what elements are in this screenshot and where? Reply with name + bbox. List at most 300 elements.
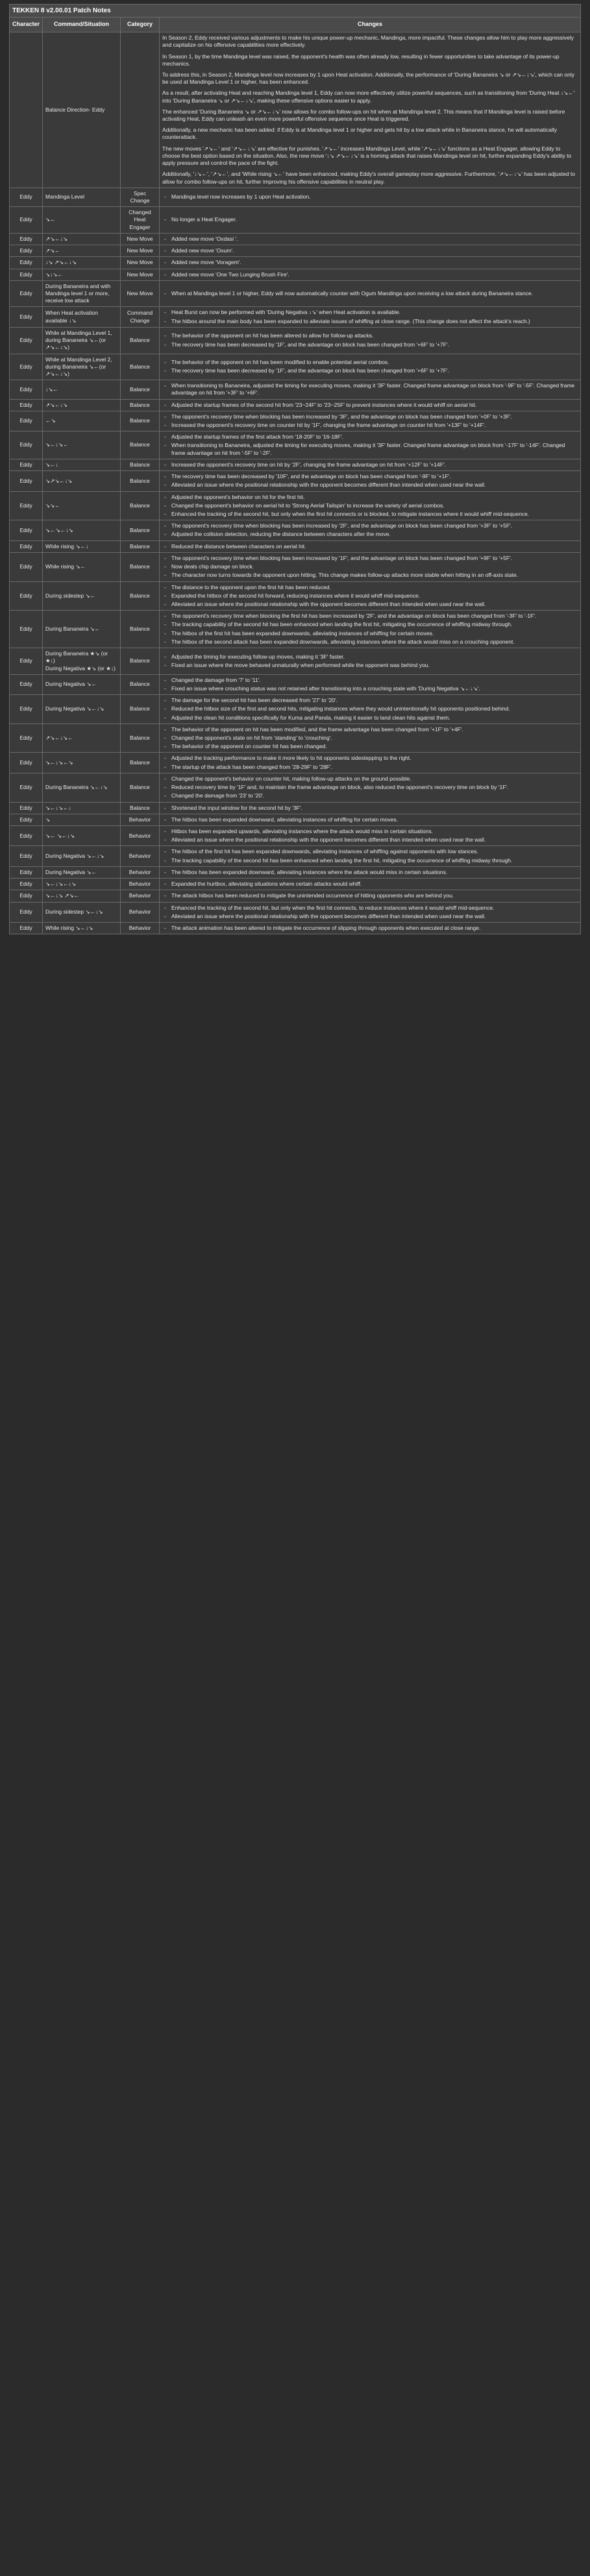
- cell-category: Spec Change: [121, 188, 160, 206]
- cell-changes: [160, 307, 581, 327]
- change-item: - Increased the opponent's recovery time on hit by '2F', changing the frame advantage on hit from '+12F' to '+14F'.: [170, 461, 578, 468]
- cell-category: Balance: [121, 411, 160, 431]
- cell-command: [43, 245, 121, 257]
- table-row: [10, 327, 581, 354]
- command-line: During Bananeira ↘←↓↘: [45, 784, 108, 791]
- cell-category: Changed Heat Engager: [121, 207, 160, 234]
- cell-changes: [160, 879, 581, 890]
- cell-changes: [160, 411, 581, 431]
- change-list: [162, 271, 578, 278]
- cell-command: [43, 327, 121, 354]
- cell-category: Balance: [121, 399, 160, 411]
- cell-character: Eddy: [10, 307, 43, 327]
- cell-category: Balance: [121, 723, 160, 753]
- cell-command: [43, 541, 121, 552]
- change-item: - Alleviated an issue where the positional relationship with the opponent becomes different than intended when used near the wall.: [170, 836, 578, 844]
- cell-changes: [160, 327, 581, 354]
- change-item: - Added new move 'Oxdasi '.: [170, 236, 578, 243]
- command-line: During sidestep ↘←↓↘: [45, 908, 103, 916]
- change-list: [162, 473, 578, 489]
- cell-character: Eddy: [10, 648, 43, 675]
- command-line: ↗↘←↓↘: [45, 401, 68, 408]
- change-list: [162, 522, 578, 538]
- change-item: - Added new move 'Oxum'.: [170, 247, 578, 254]
- change-list: [162, 433, 578, 457]
- change-paragraph: Additionally, '↓↘←', '↗↘←', and 'While rising ↘←' have been enhanced, making Eddy's overall gameplay more aggressive. Furthermore, '↗↘←↓↘' has been adjusted to allow for combo follow-ups on hit, further improving his offensive capabilities in neutral play.: [162, 171, 576, 185]
- cell-command: [43, 826, 121, 846]
- cell-character: Eddy: [10, 257, 43, 269]
- cell-command: [43, 471, 121, 491]
- table-row: [10, 233, 581, 245]
- cell-command: [43, 552, 121, 581]
- change-list: [162, 613, 578, 646]
- cell-command: [43, 723, 121, 753]
- cell-category: Balance: [121, 674, 160, 694]
- cell-character: Eddy: [10, 354, 43, 380]
- change-list: [162, 359, 578, 374]
- cell-changes: [160, 354, 581, 380]
- table-row: [10, 269, 581, 280]
- change-item: - The attack animation has been altered to mitigate the occurrence of slipping through opponents when executed at close range.: [170, 925, 578, 932]
- cell-category: Balance: [121, 491, 160, 520]
- command-line: ↗↘←↓↘←: [45, 735, 73, 742]
- change-item: - Hitbox has been expanded upwards, alleviating instances where the attack would miss in certain situations.: [170, 828, 578, 835]
- cell-character: Eddy: [10, 245, 43, 257]
- cell-changes: [160, 902, 581, 922]
- change-list: [162, 247, 578, 254]
- cell-command: [43, 280, 121, 307]
- change-item: - Expanded the hitbox of the second hit forward, reducing instances where it would whiff mid-sequence.: [170, 592, 578, 600]
- cell-character: Eddy: [10, 520, 43, 541]
- change-list: [162, 543, 578, 550]
- table-row: [10, 922, 581, 934]
- command-line: ↘↓↘←: [45, 271, 64, 278]
- cell-category: [121, 32, 160, 188]
- change-item: - The damage for the second hit has been decreased from '27' to '20'.: [170, 697, 578, 704]
- change-item: - Enhanced the tracking of the second hit, but only when the first hit connects or is blocked, to mitigate instances where it would whiff mid-sequence.: [170, 511, 578, 518]
- cell-changes: [160, 773, 581, 802]
- cell-changes: [160, 922, 581, 934]
- cell-changes: [160, 431, 581, 459]
- table-row: [10, 890, 581, 902]
- command-line: ↘←↓↘←↘: [45, 759, 73, 766]
- change-item: - Fixed an issue where the move behaved unnaturally when performed while the opponent was behind you.: [170, 662, 578, 669]
- table-row: [10, 431, 581, 459]
- cell-changes: [160, 552, 581, 581]
- change-item: - Fixed an issue where crouching status was not retained after transitioning into a crouching state with 'During Negativa ↘←↓↘'.: [170, 685, 578, 692]
- command-line: ↘←↓↘ ↗↘←: [45, 892, 80, 899]
- change-item: - The tracking capability of the second hit has been enhanced when landing the first hit, mitigating the occurrence of whiffing midway through.: [170, 857, 578, 864]
- cell-changes: [160, 245, 581, 257]
- change-item: - The behavior of the opponent on counter hit has been changed.: [170, 743, 578, 750]
- cell-changes: [160, 459, 581, 470]
- table-row: [10, 826, 581, 846]
- cell-command: [43, 380, 121, 399]
- change-list: [162, 402, 578, 409]
- change-paragraph: As a result, after activating Heat and reaching Mandinga level 1, Eddy can now more effectively utilize powerful sequences, such as transitioning from 'During Heat ↓↘←' into 'During Bananeira ↘ or ↗↘←↓↘', making these offensive options easier to apply.: [162, 90, 575, 104]
- change-item: - The hitbox of the first hit has been expanded downwards, alleviating instances of whiffing against opponents with low stances.: [170, 848, 578, 855]
- cell-category: Behavior: [121, 879, 160, 890]
- column-header-category: Category: [121, 18, 160, 32]
- cell-changes: [160, 399, 581, 411]
- change-list: [162, 816, 578, 823]
- cell-changes: [160, 280, 581, 307]
- command-line: ↘←↓↘←↓: [45, 804, 71, 811]
- cell-category: Balance: [121, 581, 160, 611]
- cell-character: Eddy: [10, 846, 43, 866]
- table-row: [10, 879, 581, 890]
- cell-command: [43, 814, 121, 825]
- cell-changes: [160, 802, 581, 814]
- command-line: During Negativa ↘←: [45, 681, 97, 688]
- table-row: [10, 648, 581, 675]
- change-list: [162, 259, 578, 266]
- change-list: [162, 677, 578, 692]
- cell-character: Eddy: [10, 431, 43, 459]
- cell-character: Eddy: [10, 327, 43, 354]
- cell-category: Balance: [121, 541, 160, 552]
- cell-character: Eddy: [10, 890, 43, 902]
- change-list: [162, 236, 578, 243]
- cell-character: Eddy: [10, 723, 43, 753]
- command-line: While rising ↘←↓: [45, 542, 89, 550]
- cell-command: [43, 399, 121, 411]
- document-title-row: [10, 5, 581, 18]
- column-header-command: Command/Situation: [43, 18, 121, 32]
- table-row: [10, 354, 581, 380]
- cell-changes: [160, 491, 581, 520]
- change-item: - The hitbox has been expanded downward, alleviating instances where the attack would miss in certain situations.: [170, 869, 578, 876]
- cell-command: [43, 354, 121, 380]
- command-line: Mandinga Level: [45, 193, 85, 200]
- change-item: - The hitbox of the first hit has been expanded downwards, alleviating instances of whiffing for certain moves.: [170, 630, 578, 637]
- cell-category: Behavior: [121, 922, 160, 934]
- table-row: [10, 411, 581, 431]
- change-item: - When at Mandinga level 1 or higher, Eddy will now automatically counter with Ogum Mandinga upon receiving a low attack during Bananeira stance.: [170, 290, 578, 297]
- cell-category: New Move: [121, 233, 160, 245]
- cell-command: [43, 695, 121, 724]
- cell-character: Eddy: [10, 814, 43, 825]
- command-line: During Negativa ↘←↓↘: [45, 705, 104, 712]
- change-item: - The behavior of the opponent on hit has been modified, and the frame advantage has been changed from '+1F' to '+4F'.: [170, 726, 578, 733]
- cell-command: [43, 307, 121, 327]
- change-list: [162, 892, 578, 899]
- cell-changes: [160, 207, 581, 234]
- cell-category: Balance: [121, 327, 160, 354]
- cell-command: [43, 188, 121, 206]
- cell-character: Eddy: [10, 411, 43, 431]
- change-item: - Alleviated an issue where the positional relationship with the opponent becomes different than intended when used near the wall.: [170, 481, 578, 489]
- change-item: - Reduced the hitbox size of the first and second hits, mitigating instances where they would unintentionally hit opponents positioned behind.: [170, 705, 578, 712]
- change-item: - Adjusted the tracking performance to make it more likely to hit opponents sidestepping to the right.: [170, 755, 578, 762]
- cell-character: Eddy: [10, 233, 43, 245]
- cell-character: Eddy: [10, 380, 43, 399]
- table-row: [10, 552, 581, 581]
- change-list: [162, 697, 578, 722]
- cell-command: [43, 753, 121, 773]
- change-list: [162, 584, 578, 609]
- table-row: [10, 674, 581, 694]
- cell-command: [43, 674, 121, 694]
- change-item: - Adjusted the opponent's behavior on hit for the first hit.: [170, 494, 578, 501]
- cell-category: Behavior: [121, 866, 160, 878]
- change-item: - When transitioning to Bananeira, adjusted the timing for executing moves, making it '3F' faster. Changed frame advantage on block from '-17F' to '-14F'. Changed frame advantage on hit from '-5F' to '-2F'.: [170, 442, 578, 456]
- cell-command: [43, 866, 121, 878]
- change-item: - The hitbox of the second attack has been expanded downwards, alleviating instances where the attack would miss on a crouching opponent.: [170, 638, 578, 646]
- change-paragraph: Additionally, a new mechanic has been added: if Eddy is at Mandinga level 1 or higher and gets hit by a low attack while in Bananeira stance, he will automatically counterattack.: [162, 127, 557, 141]
- cell-character: Eddy: [10, 491, 43, 520]
- change-paragraph: To address this, in Season 2, Mandinga level now increases by 1 upon Heat activation. Additionally, the performance of 'During Bananeira ↘ or ↗↘←↓↘', which can only be used at Mandinga Level 1 or higher, has been enhanced.: [162, 71, 574, 86]
- cell-changes: [160, 826, 581, 846]
- change-item: - The tracking capability of the second hit has been enhanced when landing the first hit, mitigating the occurrence of whiffing midway through.: [170, 621, 578, 628]
- change-paragraph: In Season 2, Eddy received various adjustments to make his unique power-up mechanic, Mandinga, more impactful. These changes allow him to play more aggressively and capitalize on his offensive capabilities more effectively.: [162, 34, 574, 49]
- cell-character: Eddy: [10, 459, 43, 470]
- cell-character: Eddy: [10, 773, 43, 802]
- cell-changes: [160, 188, 581, 206]
- table-row: [10, 207, 581, 234]
- command-line: ↓↘←: [45, 385, 58, 393]
- cell-character: Eddy: [10, 471, 43, 491]
- cell-category: Balance: [121, 354, 160, 380]
- change-item: - Increased the opponent's recovery time on counter hit by '1F', changing the frame advantage on counter hit from '+13F' to '+14F'.: [170, 422, 578, 429]
- cell-changes: [160, 233, 581, 245]
- table-row: [10, 459, 581, 470]
- cell-changes: [160, 581, 581, 611]
- change-item: - The behavior of the opponent on hit has been altered to allow for follow-up attacks.: [170, 332, 578, 339]
- change-item: - Shortened the input window for the second hit by '3F'.: [170, 805, 578, 812]
- command-line: ↘↘←: [45, 502, 60, 509]
- change-paragraph: The enhanced 'During Bananeira ↘ or ↗↘←↓↘' now allows for combo follow-ups on hit when at Mandinga level 2. This means that if Mandinga level is raised before activating Heat, Eddy can unleash an even more powerful offensive sequence once Heat is triggered.: [162, 108, 565, 123]
- table-row: [10, 814, 581, 825]
- change-item: - Changed the damage from '23' to '20'.: [170, 792, 578, 799]
- change-list: [162, 848, 578, 864]
- cell-character: Eddy: [10, 207, 43, 234]
- cell-command: [43, 890, 121, 902]
- change-item: - The hitbox has been expanded downward, alleviating instances of whiffing for certain moves.: [170, 816, 578, 823]
- cell-category: Balance: [121, 611, 160, 648]
- cell-command: [43, 611, 121, 648]
- table-row: [10, 380, 581, 399]
- change-item: - Heat Burst can now be performed with 'During Negativa ↓↘' when Heat activation is available.: [170, 309, 578, 316]
- change-list: [162, 775, 578, 800]
- change-list: [162, 216, 578, 223]
- change-list: [162, 905, 578, 920]
- command-line: ↘↗↘←↓↘: [45, 477, 73, 484]
- column-header-character: Character: [10, 18, 43, 32]
- change-list: [162, 494, 578, 518]
- change-item: - Adjusted the collision detection, reducing the distance between characters after the move.: [170, 531, 578, 538]
- change-item: - The distance to the opponent upon the first hit has been reduced.: [170, 584, 578, 591]
- change-item: - No longer a Heat Engager.: [170, 216, 578, 223]
- command-line: During Bananeira ★↘ (or ★↓): [45, 650, 108, 664]
- command-line: While rising ↘←: [45, 563, 86, 570]
- cell-changes: [160, 846, 581, 866]
- cell-character: Eddy: [10, 269, 43, 280]
- table-row: [10, 773, 581, 802]
- command-line: During sidestep ↘←: [45, 592, 96, 599]
- table-row: [10, 611, 581, 648]
- command-line: ↘←↓↘←: [45, 441, 69, 448]
- command-line: During Bananeira and with Mandinga level 1 or more, receive low attack: [45, 282, 111, 304]
- cell-character: Eddy: [10, 399, 43, 411]
- patch-notes-page: [0, 4, 590, 934]
- change-item: - Mandinga level now increases by 1 upon Heat activation.: [170, 193, 578, 200]
- change-item: - The recovery time has been decreased by '1F', and the advantage on block has been changed from '+6F' to '+7F'.: [170, 367, 578, 374]
- command-line: ↘←↓: [45, 461, 58, 468]
- cell-character: Eddy: [10, 611, 43, 648]
- change-list: [162, 290, 578, 297]
- cell-command: [43, 207, 121, 234]
- cell-category: New Move: [121, 245, 160, 257]
- change-list: [162, 413, 578, 429]
- cell-changes: [160, 674, 581, 694]
- change-list: [162, 555, 578, 579]
- change-list: [162, 925, 578, 932]
- change-item: - Reduced recovery time by '1F' and, to maintain the frame advantage on block, also reduced the opponent's recovery time on block by '1F'.: [170, 784, 578, 791]
- change-list: [162, 881, 578, 888]
- cell-command: [43, 32, 121, 188]
- command-line: During Bananeira ↘←: [45, 626, 101, 633]
- cell-character: Eddy: [10, 879, 43, 890]
- change-item: - The behavior of the opponent on hit has been modified to enable potential aerial combos.: [170, 359, 578, 366]
- cell-character: Eddy: [10, 552, 43, 581]
- change-item: - Adjusted the timing for executing follow-up moves, making it '3F' faster.: [170, 653, 578, 661]
- cell-command: [43, 233, 121, 245]
- change-item: - Now deals chip damage on block.: [170, 563, 578, 570]
- column-header-row: [10, 18, 581, 32]
- cell-character: Eddy: [10, 866, 43, 878]
- change-list: [162, 461, 578, 468]
- cell-category: Command Change: [121, 307, 160, 327]
- cell-character: Eddy: [10, 695, 43, 724]
- cell-category: Balance: [121, 648, 160, 675]
- change-item: - Reduced the distance between characters on aerial hit.: [170, 543, 578, 550]
- cell-command: [43, 773, 121, 802]
- table-row: [10, 471, 581, 491]
- cell-changes: [160, 541, 581, 552]
- change-item: - The character now turns towards the opponent upon hitting. This change makes follow-up attacks more stable when hitting in an off-axis state.: [170, 572, 578, 579]
- cell-category: Balance: [121, 753, 160, 773]
- table-row: [10, 695, 581, 724]
- table-row: [10, 245, 581, 257]
- change-item: - Adjusted the startup frames of the second hit from '23~24F' to '23~25F' to prevent instances where it would whiff on aerial hit.: [170, 402, 578, 409]
- cell-category: Balance: [121, 695, 160, 724]
- change-item: - Added new move 'One Two Lunging Brush Fire'.: [170, 271, 578, 278]
- change-item: - The hitbox around the main body has been expanded to alleviate issues of whiffing at close range. (This change does not affect the attack's reach.): [170, 318, 578, 325]
- cell-command: [43, 411, 121, 431]
- cell-command: [43, 846, 121, 866]
- cell-category: Behavior: [121, 814, 160, 825]
- table-row: [10, 802, 581, 814]
- change-item: - Changed the opponent's behavior on aerial hit to 'Strong Aerial Tailspin' to increase the variety of aerial combos.: [170, 502, 578, 509]
- command-line: Balance Direction- Eddy: [45, 106, 105, 113]
- cell-character: Eddy: [10, 826, 43, 846]
- cell-character: Eddy: [10, 674, 43, 694]
- table-row: [10, 753, 581, 773]
- cell-command: [43, 802, 121, 814]
- cell-changes: [160, 611, 581, 648]
- table-row: [10, 541, 581, 552]
- cell-changes: [160, 814, 581, 825]
- command-line: When Heat activation available ↓↘: [45, 310, 98, 324]
- table-row: [10, 866, 581, 878]
- cell-character: [10, 32, 43, 188]
- table-head: [10, 5, 581, 32]
- cell-command: [43, 879, 121, 890]
- cell-category: Behavior: [121, 890, 160, 902]
- command-line: ↓↘ ↗↘←↓↘: [45, 259, 77, 266]
- command-line: ←↘: [45, 417, 56, 424]
- table-row: [10, 257, 581, 269]
- command-line: While rising ↘←↓↘: [45, 924, 93, 931]
- cell-command: [43, 491, 121, 520]
- cell-category: Balance: [121, 431, 160, 459]
- cell-changes: [160, 648, 581, 675]
- page-title: TEKKEN 8 v2.00.01 Patch Notes: [10, 5, 581, 18]
- cell-category: Balance: [121, 773, 160, 802]
- cell-character: Eddy: [10, 280, 43, 307]
- command-line: While at Mandinga Level 2, during Bananeira ↘←(or ↗↘←↓↘): [45, 356, 112, 377]
- cell-changes: [160, 257, 581, 269]
- change-item: - The opponent's recovery time when blocking has been increased by '2F', and the advantage on block has been changed from '+3F' to '+5F'.: [170, 522, 578, 529]
- cell-character: Eddy: [10, 541, 43, 552]
- change-list: [162, 869, 578, 876]
- cell-changes: [160, 890, 581, 902]
- table-row: [10, 32, 581, 188]
- cell-command: [43, 902, 121, 922]
- change-item: - The recovery time has been decreased by '1F', and the advantage on block has been changed from '+6F' to '+7F'.: [170, 341, 578, 348]
- command-line: ↘: [45, 816, 51, 823]
- change-list: [162, 755, 578, 770]
- change-list: [162, 805, 578, 812]
- cell-character: Eddy: [10, 753, 43, 773]
- change-list: [162, 726, 578, 751]
- change-list: [162, 382, 578, 396]
- cell-command: [43, 922, 121, 934]
- command-line: ↗↘←: [45, 247, 60, 254]
- command-line: During Negativa ↘←: [45, 868, 97, 875]
- cell-character: Eddy: [10, 802, 43, 814]
- cell-changes: [160, 471, 581, 491]
- command-line: During Negativa ↘←↓↘: [45, 853, 104, 860]
- command-line: ↘←: [45, 216, 56, 223]
- change-list: [162, 828, 578, 844]
- cell-changes: [160, 380, 581, 399]
- change-item: - Changed the opponent's behavior on counter hit, making follow-up attacks on the ground possible.: [170, 775, 578, 783]
- command-line: During Negativa ★↘ (or ★↓): [45, 664, 116, 672]
- cell-changes: [160, 695, 581, 724]
- change-item: - The startup of the attack has been changed from '28-29F' to '28F'.: [170, 764, 578, 771]
- cell-command: [43, 459, 121, 470]
- cell-changes: [160, 269, 581, 280]
- change-list: [162, 653, 578, 669]
- change-item: - Adjusted the clean hit conditions specifically for Kuma and Panda, making it easier to land clean hits against them.: [170, 714, 578, 722]
- change-item: - The opponent's recovery time when blocking has been increased by '3F', and the advantage on block has been changed from '+0F' to '+3F'.: [170, 413, 578, 420]
- patch-notes-table: [9, 4, 581, 934]
- cell-category: Behavior: [121, 826, 160, 846]
- cell-command: [43, 581, 121, 611]
- cell-category: Behavior: [121, 846, 160, 866]
- table-row: [10, 846, 581, 866]
- change-item: - Changed the damage from '7' to '11'.: [170, 677, 578, 684]
- change-item: - The opponent's recovery time when blocking has been increased by '1F', and the advantage on block has been changed from '+9F' to '+5F'.: [170, 555, 578, 562]
- cell-category: New Move: [121, 280, 160, 307]
- table-row: [10, 188, 581, 206]
- change-item: - Added new move 'Voragem'.: [170, 259, 578, 266]
- command-line: ↗↘←↓↘: [45, 235, 68, 242]
- table-row: [10, 723, 581, 753]
- command-line: ↘←↓↘←↓↘: [45, 881, 76, 888]
